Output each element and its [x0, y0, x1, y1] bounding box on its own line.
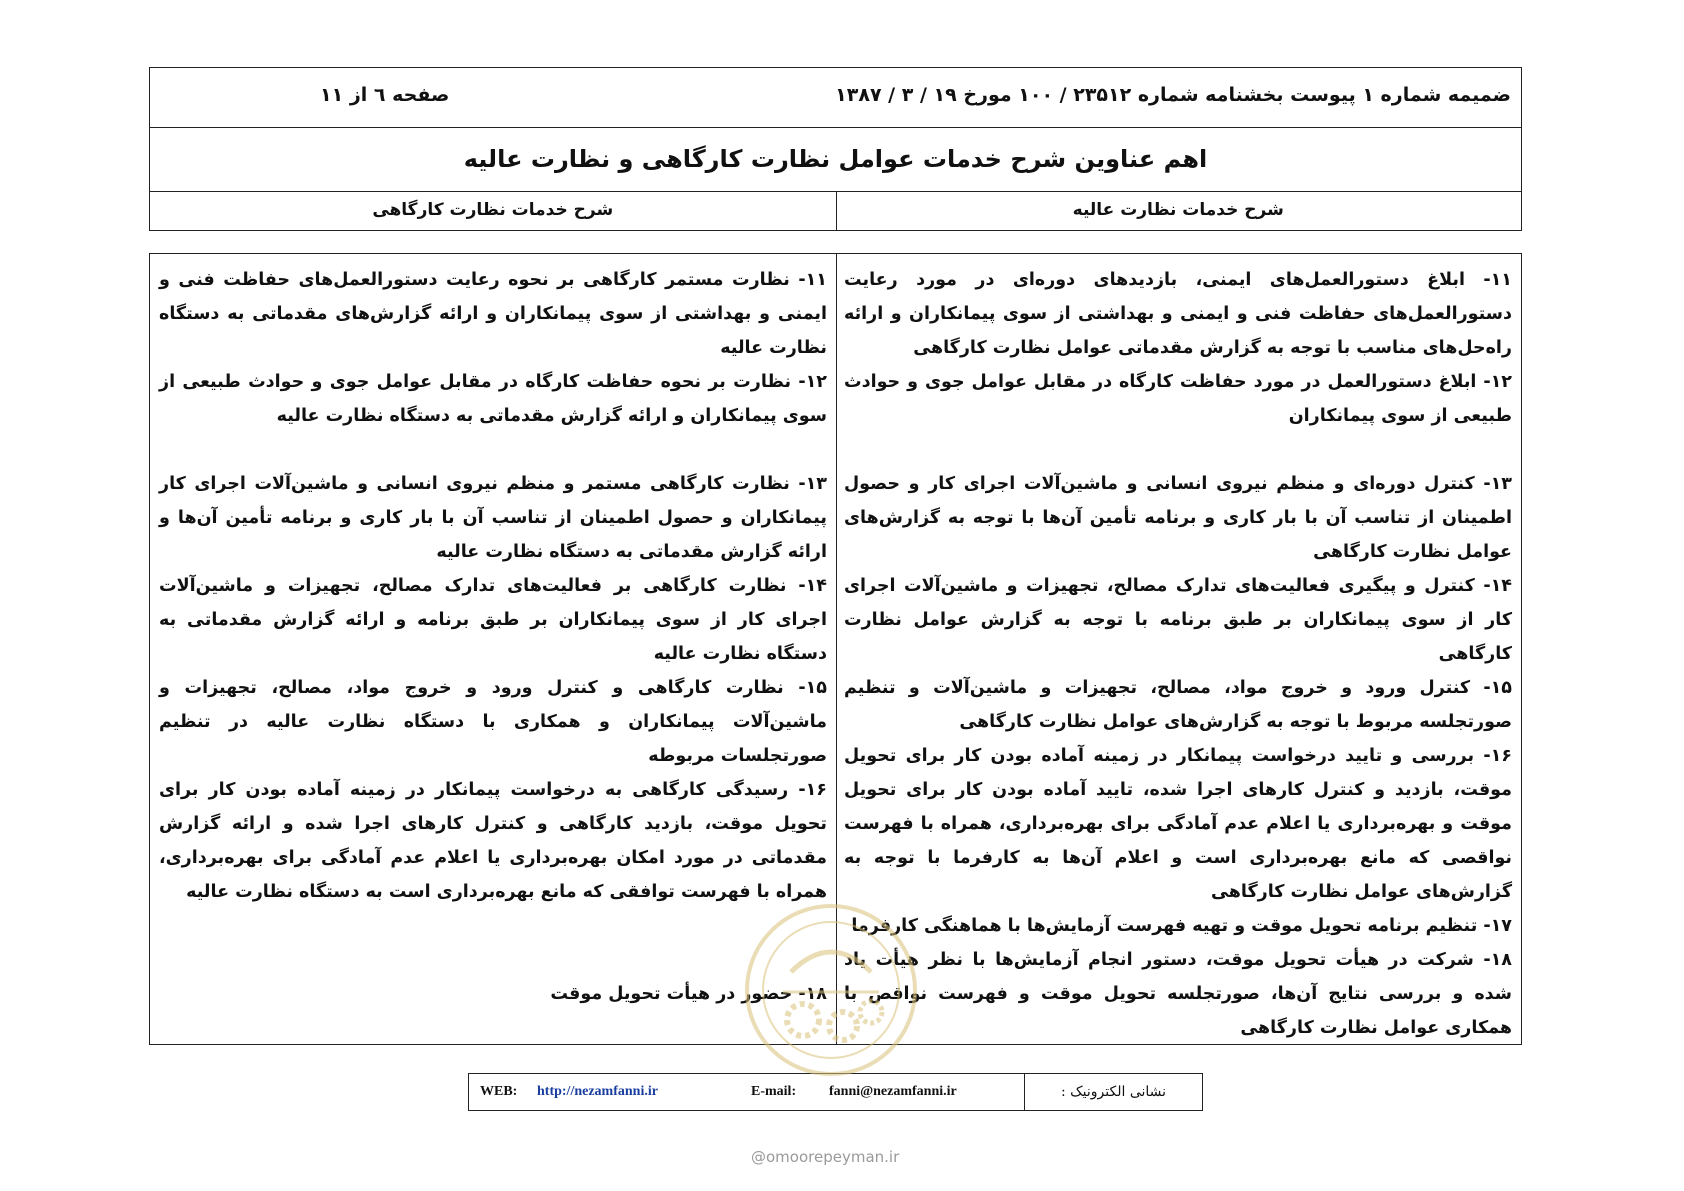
service-item: ۱۴- نظارت کارگاهی بر فعالیت‌های تدارک مصالح، تجهیزات و ماشین‌آلات اجرای کار از سوی پیمانکاران بر طبق برنامه و ارائه گزارش مقدماتی به دستگاه نظارت عالیه: [159, 576, 827, 664]
service-item: ۱۵- نظارت کارگاهی و کنترل ورود و خروج مواد، مصالح، تجهیزات و ماشین‌آلات پیمانکاران و همکاری با دستگاه نظارت عالیه در تنظیم صورتجلسات مربوطه: [159, 678, 827, 766]
footer-contact: [468, 1073, 1203, 1111]
heading-site-supervision: شرح خدمات نظارت کارگاهی: [150, 191, 837, 230]
service-item: ۱۲- نظارت بر نحوه حفاظت کارگاه در مقابل عوامل جوی و حوادث طبیعی از سوی پیمانکاران و ارائه گزارش مقدماتی به دستگاه نظارت عالیه: [159, 372, 827, 426]
high-supervision-column: [835, 254, 1521, 1044]
site-watermark: @omoorepeyman.ir: [751, 1148, 900, 1166]
service-item: ۱۶- بررسی و تایید درخواست پیمانکار در زمینه آماده بودن کار برای تحویل موقت، بازدید و کنترل کارهای اجرا شده، تایید آماده بودن کار برای تحویل موقت و بهره‌برداری یا اعلام عدم آمادگی برای بهره‌برداری، همراه با فهرست نواقصی که مانع بهره‌برداری است و اعلام آن‌ها به کارفرما با توجه به گزارش‌های عوامل نظارت کارگاهی: [844, 746, 1512, 902]
site-supervision-column: [150, 254, 837, 1044]
email-link[interactable]: fanni@nezamfanni.ir: [829, 1084, 957, 1099]
service-item: ۱۳- کنترل دوره‌ای و منظم نیروی انسانی و ماشین‌آلات اجرای کار و حصول اطمینان از تناسب آن با بار کاری و برنامه تأمین آن‌ها با توجه به گزارش‌های عوامل نظارت کارگاهی: [844, 474, 1512, 562]
service-item: ۱۸- شرکت در هیأت تحویل موقت، دستور انجام آزمایش‌ها با نظر هیأت یاد شده و بررسی نتایج آن‌ها، صورتجلسه تحویل موقت و فهرست نواقص با همکاری عوامل نظارت کارگاهی: [844, 950, 1512, 1038]
service-item: ۱۴- کنترل و پیگیری فعالیت‌های تدارک مصالح، تجهیزات و ماشین‌آلات اجرای کار از سوی پیمانکاران بر طبق برنامه با توجه به گزارش عوامل نظارت کارگاهی: [844, 576, 1512, 664]
circular-reference: ضمیمه شماره ۱ پیوست بخشنامه شماره ۲۳۵۱۲ / ۱۰۰ مورخ ۱۹ / ۳ / ۱۳۸۷: [835, 84, 1511, 106]
service-item: ۱۸- حضور در هیأت تحویل موقت: [550, 984, 827, 1004]
column-headings: [150, 191, 1521, 230]
header-table: [149, 67, 1522, 231]
web-link[interactable]: http://nezamfanni.ir: [537, 1084, 658, 1099]
service-item: ۱۱- ابلاغ دستورالعمل‌های ایمنی، بازدیدهای دوره‌ای در مورد رعایت دستورالعمل‌های حفاظت فنی و ایمنی و بهداشتی از سوی پیمانکاران و ارائه راه‌حل‌های مناسب با توجه به گزارش مقدماتی عوامل نظارت کارگاهی: [844, 270, 1512, 358]
service-item: ۱۵- کنترل ورود و خروج مواد، مصالح، تجهیزات و ماشین‌آلات و تنظیم صورتجلسه مربوط با توجه به گزارش‌های عوامل نظارت کارگاهی: [844, 678, 1512, 732]
web-label: WEB:: [480, 1084, 518, 1099]
page-number: صفحه ٦ از ۱۱: [320, 84, 450, 106]
service-item: ۱۳- نظارت کارگاهی مستمر و منظم نیروی انسانی و ماشین‌آلات اجرای کار پیمانکاران و حصول اطمینان از تناسب آن با بار کاری و برنامه تأمین آن‌ها و ارائه گزارش مقدماتی به دستگاه نظارت عالیه: [159, 474, 827, 562]
service-item: ۱۷- تنظیم برنامه تحویل موقت و تهیه فهرست آزمایش‌ها با هماهنگی کارفرما: [851, 916, 1512, 936]
electronic-address-label: نشانی الکترونیک :: [1024, 1074, 1202, 1110]
header-row: [150, 68, 1521, 128]
service-item: ۱۱- نظارت مستمر کارگاهی بر نحوه رعایت دستورالعمل‌های حفاظت فنی و ایمنی و بهداشتی از سوی پیمانکاران و ارائه گزارش‌های مقدماتی به دستگاه نظارت عالیه: [159, 270, 827, 358]
seal-watermark-icon: [743, 902, 919, 1078]
document-title: اهم عناوین شرح خدمات عوامل نظارت کارگاهی و نظارت عالیه: [150, 127, 1521, 192]
service-item: ۱۶- رسیدگی کارگاهی به درخواست پیمانکار در زمینه آماده بودن کار برای تحویل موقت، بازدید کارگاهی و کنترل کارهای اجرا شده و ارائه گزارش مقدماتی در مورد امکان بهره‌برداری یا اعلام عدم آمادگی برای بهره‌برداری، همراه با فهرست توافقی که مانع بهره‌برداری است به دستگاه نظارت عالیه: [159, 780, 827, 902]
heading-high-supervision: شرح خدمات نظارت عالیه: [1072, 200, 1284, 220]
email-label: E-mail:: [751, 1084, 797, 1099]
service-item: ۱۲- ابلاغ دستورالعمل در مورد حفاظت کارگاه در مقابل عوامل جوی و حوادث طبیعی از سوی پیمانکاران: [844, 372, 1512, 426]
